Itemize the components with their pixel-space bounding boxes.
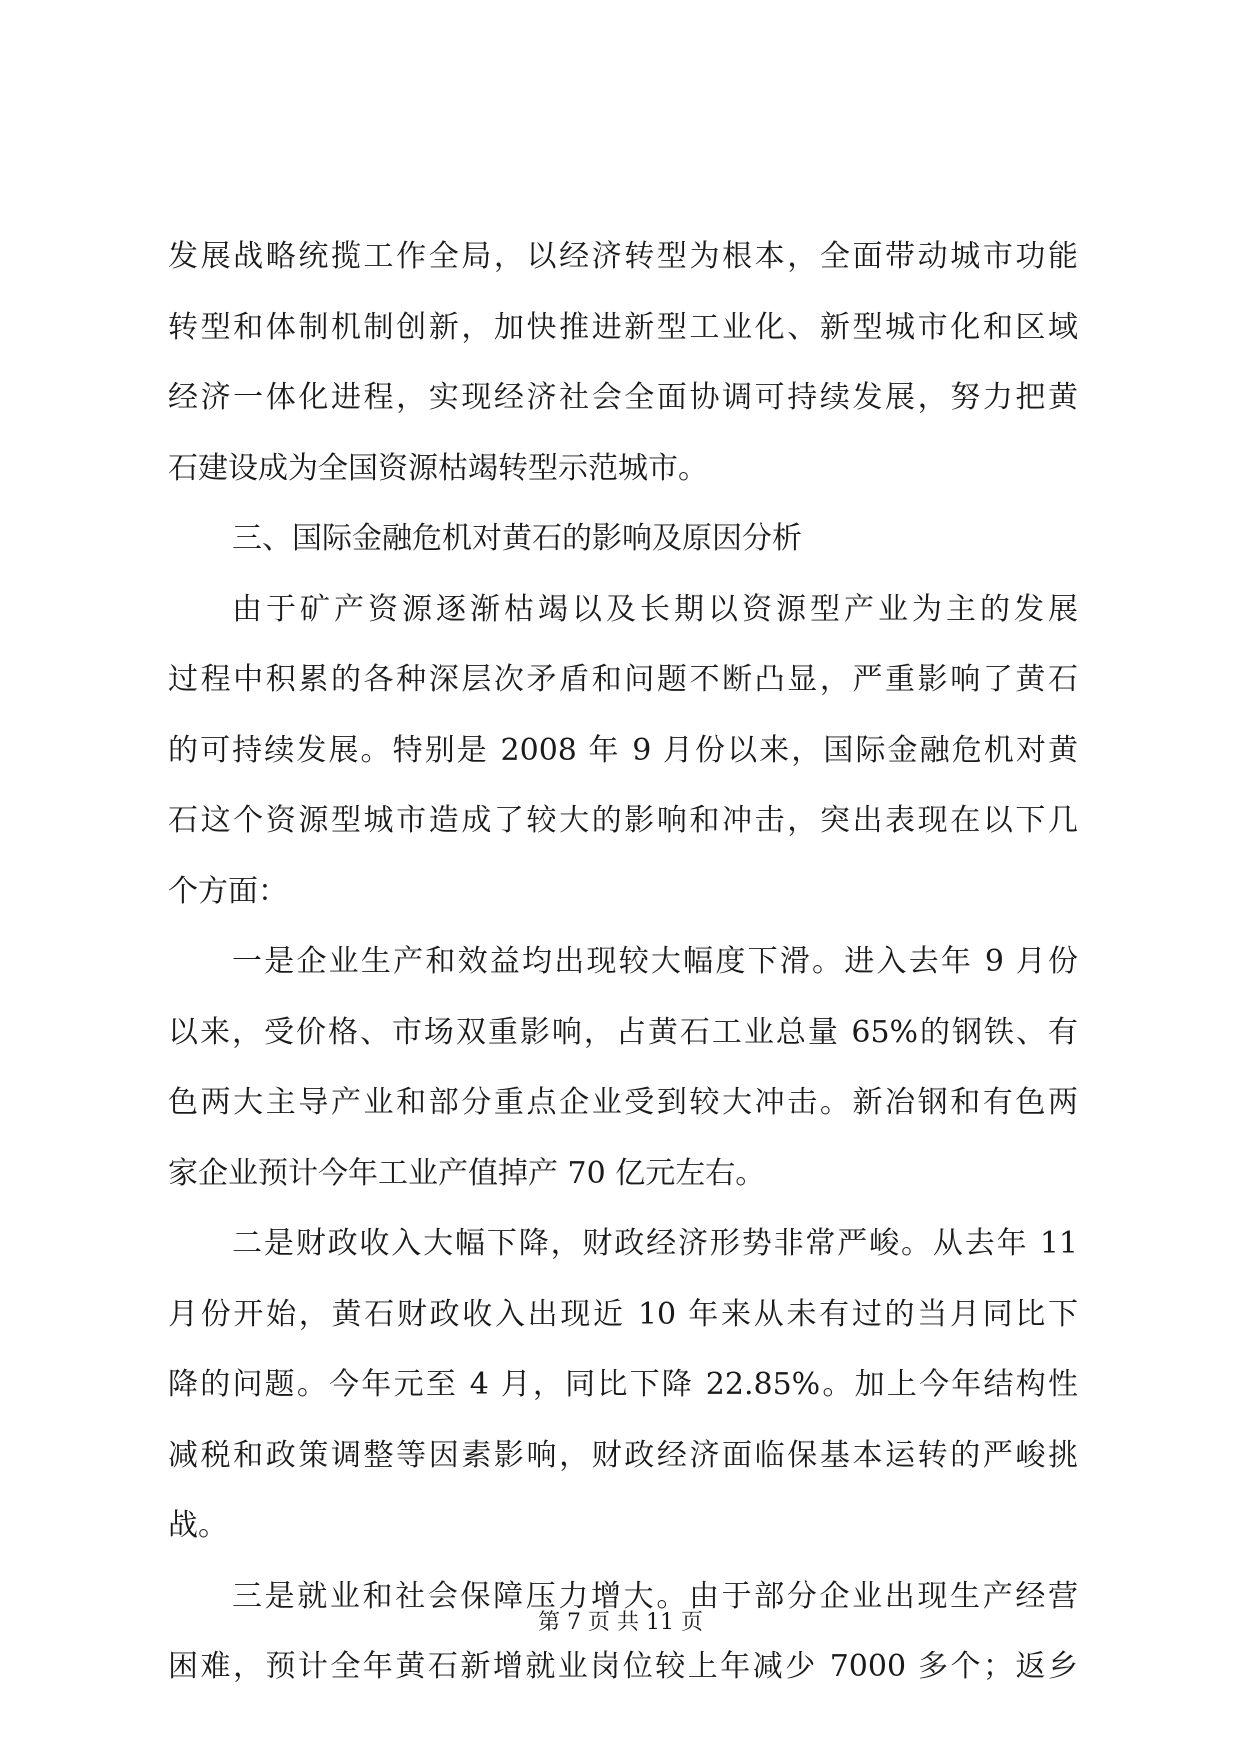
text-line: 二是财政收入大幅下降，财政经济形势非常严峻。从去年 11: [232, 1226, 1078, 1261]
text-line: 色两大主导产业和部分重点企业受到较大冲击。新冶钢和有色两: [168, 1085, 1078, 1120]
text-line: 石建设成为全国资源枯竭转型示范城市。: [168, 450, 708, 486]
text-line: 三、国际金融危机对黄石的影响及原因分析: [232, 521, 802, 556]
text-line: 石这个资源型城市造成了较大的影响和冲击，突出表现在以下几: [168, 803, 1078, 838]
text-line: 个方面：: [168, 873, 288, 909]
text-line: 由于矿产资源逐渐枯竭以及长期以资源型产业为主的发展: [232, 591, 1078, 627]
text-line: 一是企业生产和效益均出现较大幅度下滑。进入去年 9 月份: [232, 944, 1078, 979]
text-line: 经济一体化进程，实现经济社会全面协调可持续发展，努力把黄: [168, 380, 1078, 415]
text-line: 过程中积累的各种深层次矛盾和问题不断凸显，严重影响了黄石: [168, 662, 1078, 697]
text-line: 减税和政策调整等因素影响，财政经济面临保基本运转的严峻挑: [168, 1437, 1078, 1473]
text-line: 发展战略统揽工作全局，以经济转型为根本，全面带动城市功能: [168, 239, 1078, 274]
body-text: [168, 222, 1078, 1703]
text-line: 战。: [168, 1508, 228, 1543]
text-line: 三是就业和社会保障压力增大。由于部分企业出现生产经营: [232, 1578, 1078, 1614]
text-line: 降的问题。今年元至 4 月，同比下降 22.85%。加上今年结构性: [168, 1367, 1078, 1402]
text-line: 转型和体制机制创新，加快推进新型工业化、新型城市化和区域: [168, 309, 1078, 345]
text-line: 家企业预计今年工业产值掉产 70 亿元左右。: [168, 1155, 766, 1191]
text-line: 以来，受价格、市场双重影响，占黄石工业总量 65%的钢铁、有: [168, 1014, 1078, 1050]
page-footer: 第 7 页 共 11 页: [538, 1610, 703, 1635]
text-line: 困难，预计全年黄石新增就业岗位较上年减少 7000 多个；返乡: [168, 1649, 1078, 1684]
text-line: 的可持续发展。特别是 2008 年 9 月份以来，国际金融危机对黄: [168, 732, 1078, 768]
text-line: 月份开始，黄石财政收入出现近 10 年来从未有过的当月同比下: [168, 1296, 1078, 1332]
